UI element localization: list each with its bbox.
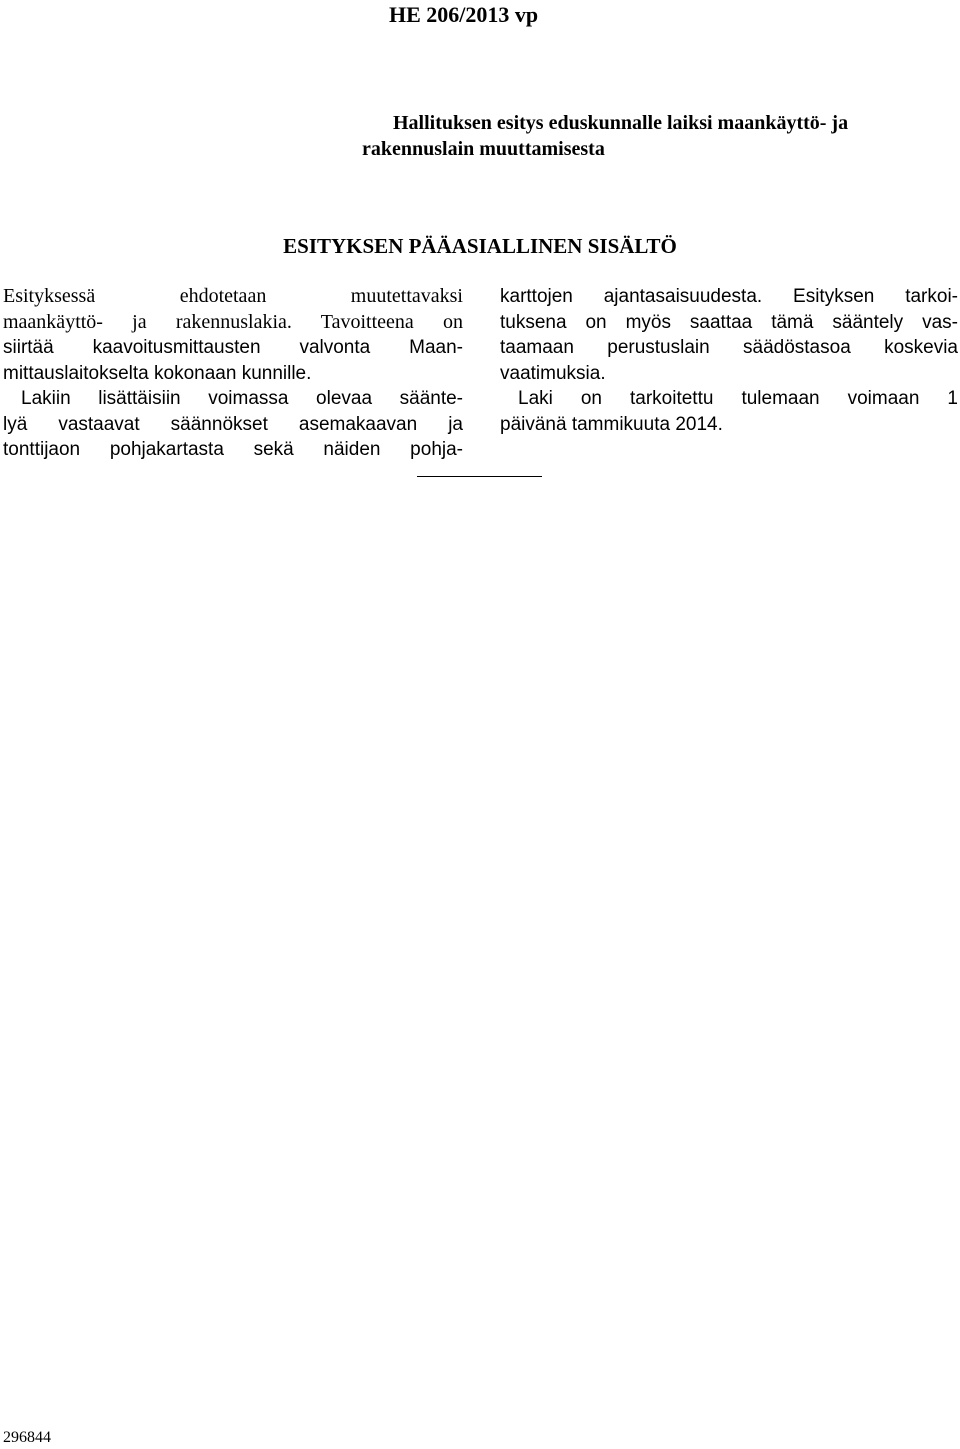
left-text-column	[3, 284, 463, 463]
title-line: rakennuslain muuttamisesta	[362, 138, 605, 160]
text-line: päivänä tammikuuta 2014.	[500, 413, 723, 435]
text-line: vaatimuksia.	[500, 362, 606, 384]
text-line: tonttijaon pohjakartasta sekä näiden pohja-	[3, 439, 463, 460]
text-line: tuksena on myös saattaa tämä sääntely vas-	[500, 311, 958, 333]
text-line: taamaan perustuslain säädöstasoa koskevia	[500, 337, 958, 358]
text-line: Lakiin lisättäisiin voimassa olevaa säänte-	[21, 388, 463, 409]
text-line: siirtää kaavoitusmittausten valvonta Maan-	[3, 337, 463, 358]
text-line: Laki on tarkoitettu tulemaan voimaan 1	[518, 388, 958, 409]
text-line: Esityksessä ehdotetaan muutettavaksi	[3, 285, 463, 307]
footer-code: 296844	[3, 1429, 51, 1446]
section-heading: ESITYKSEN PÄÄASIALLINEN SISÄLTÖ	[283, 234, 677, 258]
text-line: lyä vastaavat säännökset asemakaavan ja	[3, 413, 463, 435]
document-title	[362, 110, 959, 162]
text-line: mittauslaitokselta kokonaan kunnille.	[3, 362, 312, 384]
text-line: maankäyttö- ja rakennuslakia. Tavoitteena on	[3, 310, 463, 333]
title-line: Hallituksen esitys eduskunnalle laiksi maankäyttö- ja	[393, 112, 849, 134]
document-id: HE 206/2013 vp	[389, 2, 539, 27]
section-divider	[417, 476, 542, 477]
right-text-column	[500, 284, 958, 437]
text-line: karttojen ajantasaisuudesta. Esityksen tarkoi-	[500, 286, 958, 307]
